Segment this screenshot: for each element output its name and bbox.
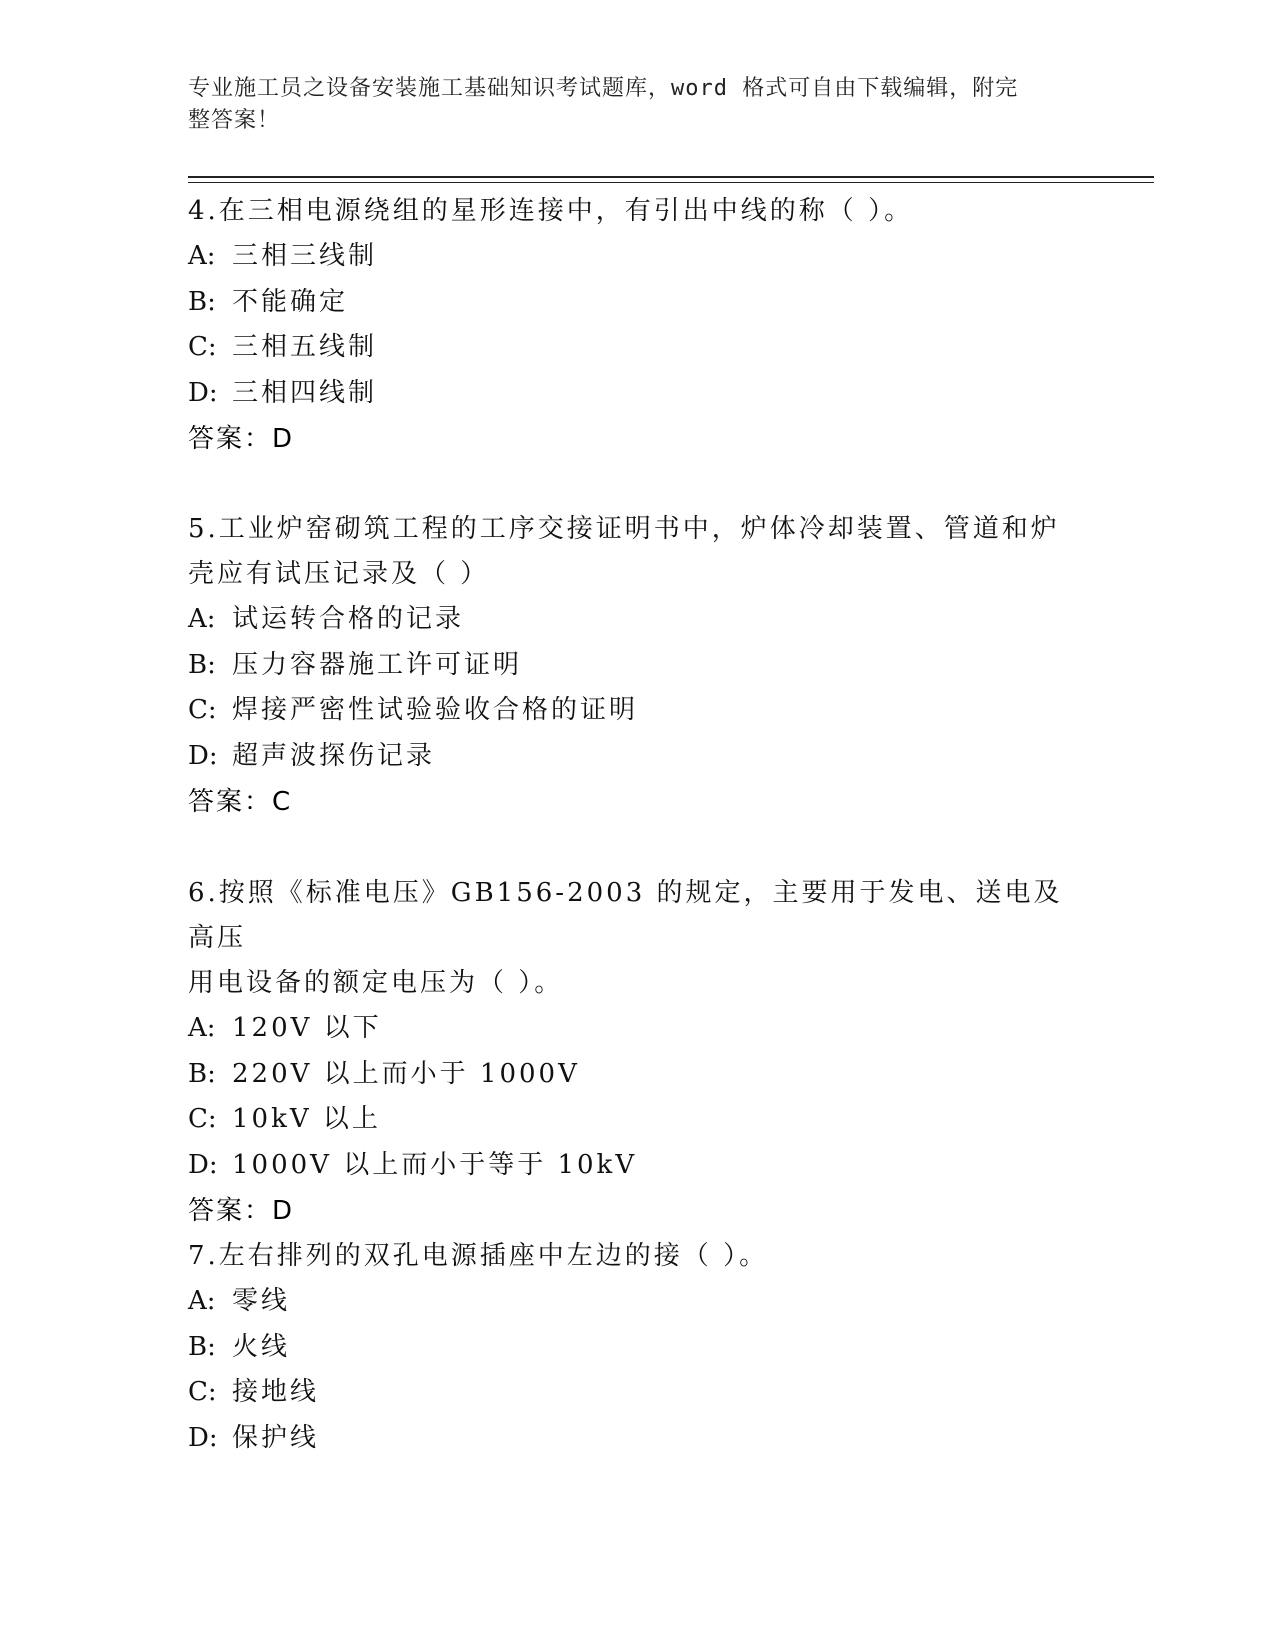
- option-letter: A:: [188, 1286, 216, 1316]
- option-text: 焊接严密性试验验收合格的证明: [232, 695, 639, 725]
- option-letter: A:: [188, 241, 216, 271]
- option-text: 三相三线制: [232, 241, 378, 271]
- option-letter: B:: [188, 649, 216, 680]
- answer: 答案：D: [188, 1196, 295, 1226]
- option-b: [188, 280, 1088, 326]
- question-stem-line-1: 5.工业炉窑砌筑工程的工序交接证明书中，炉体冷却装置、管道和炉: [188, 514, 1060, 544]
- option-d: [188, 1416, 1088, 1462]
- question-6: [188, 871, 1088, 1234]
- option-a: [188, 1279, 1088, 1325]
- option-text: 超声波探伤记录: [232, 740, 436, 771]
- question-stem: 7.左右排列的双孔电源插座中左边的接（ ）。: [188, 1241, 769, 1271]
- document-header: [188, 73, 1068, 137]
- option-text: 接地线: [232, 1377, 320, 1407]
- answer: 答案：D: [188, 424, 295, 454]
- option-letter: B:: [188, 286, 216, 317]
- option-b: [188, 1325, 1088, 1371]
- option-letter: A:: [188, 604, 216, 634]
- option-text: 三相五线制: [232, 332, 378, 362]
- header-line-2: 整答案！: [188, 108, 281, 133]
- option-d: [188, 1143, 1088, 1189]
- option-letter: D:: [188, 1422, 218, 1453]
- option-letter: D:: [188, 740, 218, 771]
- option-text: 保护线: [232, 1422, 320, 1453]
- option-letter: D:: [188, 1149, 218, 1180]
- option-letter: B:: [188, 1058, 216, 1089]
- option-b: [188, 643, 1088, 689]
- option-d: [188, 734, 1088, 780]
- option-text: 220V 以上而小于 1000V: [232, 1058, 580, 1089]
- question-5: [188, 507, 1088, 825]
- option-letter: A:: [188, 1013, 216, 1043]
- option-a: [188, 597, 1088, 643]
- option-text: 10kV 以上: [232, 1104, 381, 1134]
- option-letter: C:: [188, 1377, 217, 1407]
- option-letter: C:: [188, 1104, 217, 1134]
- option-c: [188, 1097, 1088, 1143]
- option-c: [188, 688, 1088, 734]
- option-text: 零线: [232, 1286, 291, 1316]
- option-text: 试运转合格的记录: [232, 604, 465, 634]
- option-text: 三相四线制: [232, 377, 378, 408]
- option-text: 不能确定: [232, 286, 349, 317]
- question-stem-line-1: 6.按照《标准电压》GB156-2003 的规定，主要用于发电、送电及高压: [188, 878, 1063, 953]
- header-line-1: 专业施工员之设备安装施工基础知识考试题库，word 格式可自由下载编辑，附完: [188, 76, 1019, 101]
- question-stem: 4.在三相电源绕组的星形连接中，有引出中线的称（ ）。: [188, 196, 914, 226]
- option-letter: C:: [188, 332, 217, 362]
- option-a: [188, 234, 1088, 280]
- option-letter: C:: [188, 695, 217, 725]
- answer: 答案：C: [188, 787, 293, 817]
- option-text: 压力容器施工许可证明: [232, 649, 523, 680]
- option-letter: D:: [188, 377, 218, 408]
- option-text: 火线: [232, 1331, 291, 1362]
- option-b: [188, 1052, 1088, 1098]
- option-text: 120V 以下: [232, 1013, 382, 1043]
- option-text: 1000V 以上而小于等于 10kV: [232, 1149, 638, 1180]
- option-c: [188, 1370, 1088, 1416]
- question-4: [188, 189, 1088, 462]
- option-a: [188, 1006, 1088, 1052]
- header-divider-thick: [188, 176, 1154, 178]
- option-letter: B:: [188, 1331, 216, 1362]
- question-stem-line-2: 壳应有试压记录及（ ）: [188, 559, 490, 589]
- option-c: [188, 325, 1088, 371]
- question-7: [188, 1234, 1088, 1461]
- header-divider-thin: [188, 182, 1154, 183]
- option-d: [188, 371, 1088, 417]
- question-stem-line-2: 用电设备的额定电压为（ ）。: [188, 968, 564, 998]
